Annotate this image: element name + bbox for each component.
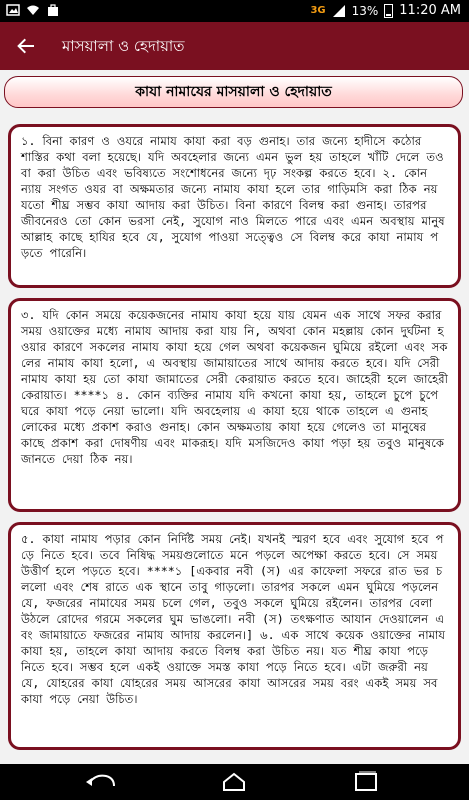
status-bar bbox=[0, 0, 469, 22]
navigation-bar bbox=[0, 764, 469, 800]
content-card: ১. বিনা কারণ ও ওযরে নামায কাযা করা বড় গুনাহ। তার জন্যে হাদীসে কঠোর শাস্তির কথা বলা হয়েছে। যদি অবহেলার জন্যে এমন ভুল হয় তাহলে খাঁটি দেলে তওবা করা উচিত এবং ভবিষ্যতে সংশোধনের জন্যে দৃঢ় সংকল্প করতে হবে। ২. কোন ন্যায় সংগত ওযর বা অক্ষমতার জন্যে নামায কাযা হলে তার গাড়িমসি করা ঠিক নয় যতো শীঘ্র সম্ভব কাযা আদায় করা উচিত। বিনা কারণে বিলম্ব করা গুনাহ। তারপর জীবনেরও তো কোন ভরসা নেই, সুযোগ নাও মিলতে পারে এবং এমন অবস্থায় মানুষ আল্লাহ কাছে হাযির হবে যে, সুযোগ পাওয়া সত্ত্বেও সে বিলম্ব করে কাযা নামায পড়তে পারেনি। bbox=[8, 124, 461, 288]
section-heading: কাযা নামাযের মাসয়ালা ও হেদায়াত bbox=[4, 76, 463, 108]
photo-icon bbox=[6, 3, 20, 17]
wifi-icon bbox=[26, 3, 40, 17]
bag-icon bbox=[46, 3, 60, 17]
network-type: 3G bbox=[310, 5, 326, 16]
back-arrow-icon[interactable] bbox=[14, 34, 38, 58]
battery-icon bbox=[384, 4, 393, 18]
nav-recent-icon[interactable] bbox=[346, 770, 386, 794]
content-card: ৫. কাযা নামায পড়ার কোন নির্দিষ্ট সময় নেই। যখনই স্মরণ হবে এবং সুযোগ হবে পড়ে নিতে হবে। তবে নিষিদ্ধ সময়গুলোতে মনে পড়লে অপেক্ষা করতে হবে। সে সময় উত্তীর্ণ হলে পড়তে হবে। ****১ [একবার নবী (স) এর কাফেলা সফরে রাত ভর চললো এবং শেষ রাতে এক স্থানে তাবু গাড়লো। তারপর সকলে এমন ঘুমিয়ে পড়লেন যে, ফজরের নামাযের সময় চলে গেল, তবুও সকলে ঘুমিয়ে রইলেন। তারপর বেলা উঠলে রোদের গরমে সকলের ঘুম ভাঙলো। নবী (স) তৎক্ষণাত আযান দেওয়ালেন এবং জামায়াতে ফজরের নামায আদায় করলেন।] ৬. এক সাথে কয়েক ওয়াক্তের নামায কাযা হয়, তাহলে কাযা আদায় করতে বিলম্ব করা উচিত নয়। যত শীঘ্র কাযা পড়ে নিতে হবে। সম্ভব হলে একই ওয়াক্তে সমস্ত কাযা পড়ে নিতে হবে। এটা জরুরী নয় যে, যোহরের কাযা যোহরের সময় আসরের কাযা আসরের সময় বরং একই সময় সব কাযা পড়ে নেয়া উচিত। bbox=[8, 522, 461, 750]
nav-home-icon[interactable] bbox=[214, 770, 254, 794]
app-bar bbox=[0, 22, 469, 70]
content-card: ৩. যদি কোন সময়ে কয়েকজনের নামায কাযা হয়ে যায় যেমন এক সাথে সফর করার সময় ওয়াক্তের মধ্যে নামায আদায় করা যায় নি, অথবা কোন মহল্লায় কোন দুর্ঘটনা হওয়ার কারণে সকলের নামায কাযা হয়ে গেল অথবা কয়েকজন ঘুমিয়ে রইলো এবং সকলের নামায কাযা হলো, এ অবস্থায় জামায়াতের সাথে আদায় করতে হবে। যদি সেরী নামায কাযা হয় তো কাযা জামাতের সেরী কেরায়াত করতে হবে। জাহেরী হলে জাহেরী কেরায়াত। ****১ ৪. কোন ব্যক্তির নামায যদি কখনো কাযা হয়, তাহলে চুপে চুপে ঘরে কাযা পড়ে নেয়া ভালো। যদি অবহেলায় এ কাযা হয়ে থাকে তাহলে এ গুনাহ লোকের মধ্যে প্রকাশ করাও গুনাহ। কোন অক্ষমতায় কাযা হয়ে গেলেও তা মানুষের কাছে প্রকাশ করা দোষণীয় এবং মাকরূহ। যদি মসজিদেও কাযা পড়া হয় তবুও মানুষকে জানতে দেয়া ঠিক নয়। bbox=[8, 298, 461, 512]
signal-icon bbox=[332, 4, 346, 18]
clock: 11:20 AM bbox=[399, 3, 461, 18]
app-title: মাসয়ালা ও হেদায়াত bbox=[62, 37, 185, 55]
battery-percent: 13% bbox=[351, 3, 379, 18]
nav-back-icon[interactable] bbox=[82, 770, 122, 794]
